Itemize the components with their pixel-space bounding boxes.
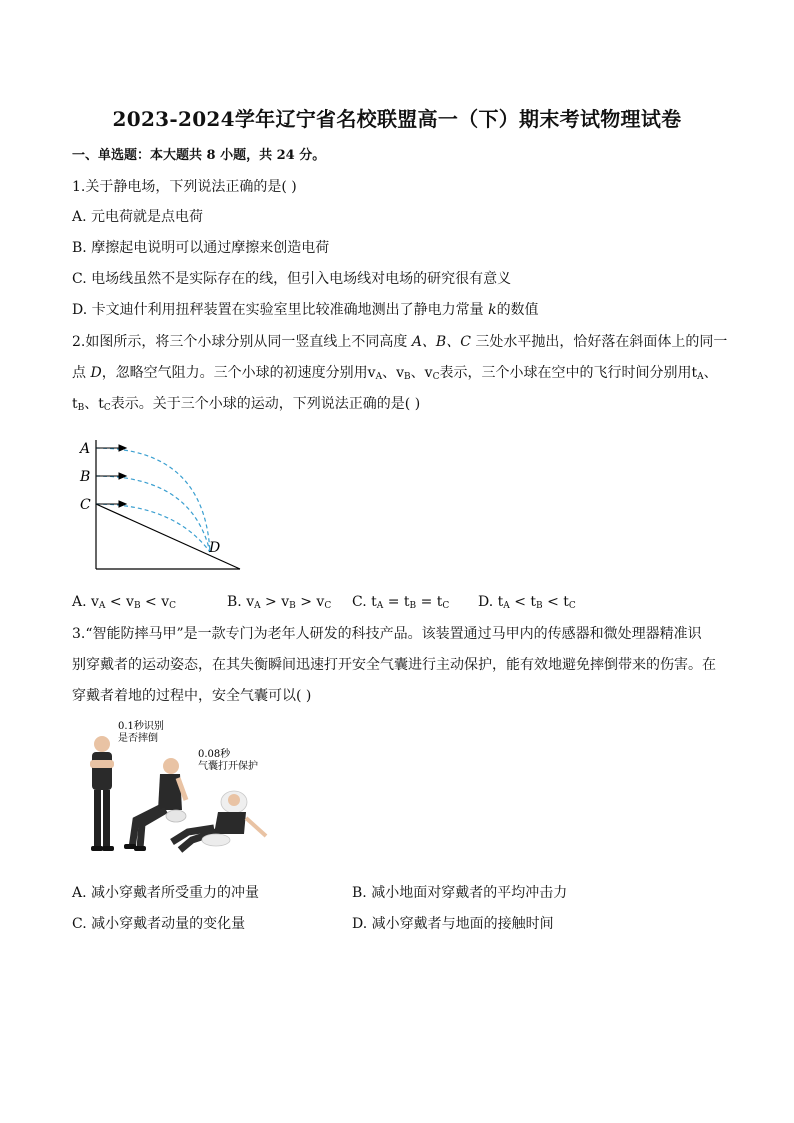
q2-option-a: A. $v_A < v_B < v_C$ — [72, 594, 177, 611]
q2-stem-line2: 点 D，忽略空气阻力。三个小球的初速度分别用$v_A$、$v_B$、$v_C$表示，三个小球在空中的飞行时间分别用$t_A$、 — [72, 365, 718, 382]
q1-stem: 1.关于静电场，下列说法正确的是( ) — [72, 179, 297, 195]
trajectory-b — [96, 476, 210, 552]
q3-option-d: D. 减小穿戴者与地面的接触时间 — [352, 916, 554, 932]
section-heading: 一、单选题：本大题共 8 小题，共 24 分。 — [72, 148, 326, 163]
q1-option-c: C. 电场线虽然不是实际存在的线，但引入电场线对电场的研究很有意义 — [72, 271, 512, 287]
fig-caption-1b: 是否摔倒 — [118, 733, 158, 744]
airbag-vest-figure — [76, 716, 282, 858]
q3-stem-line2: 别穿戴者的运动姿态，在其失衡瞬间迅速打开安全气囊进行主动保护，能有效地避免摔倒带来的伤害。在 — [72, 657, 716, 673]
slope-line — [96, 504, 240, 569]
q3-stem-line1: 3.“智能防摔马甲”是一款专门为老年人研发的科技产品。该装置通过马甲内的传感器和微处理器精准识 — [72, 626, 702, 642]
q3-option-a: A. 减小穿戴者所受重力的冲量 — [72, 885, 260, 901]
q1-option-d: D. 卡文迪什利用扭秤装置在实验室里比较准确地测出了静电力常量 k的数值 — [72, 302, 539, 318]
fig-caption-2b: 气囊打开保护 — [198, 761, 258, 772]
q2-option-b: B. $v_A > v_B > v_C$ — [227, 594, 332, 611]
q3-option-c: C. 减小穿戴者动量的变化量 — [72, 916, 246, 932]
label-d: D — [209, 540, 221, 556]
q3-stem-line3: 穿戴者着地的过程中，安全气囊可以( ) — [72, 688, 312, 704]
q2-option-d: D. $t_A < t_B < t_C$ — [478, 594, 576, 611]
q2-stem-line3: $t_B$、$t_C$表示。关于三个小球的运动，下列说法正确的是( ) — [72, 396, 421, 413]
q2-stem-line1: 2.如图所示，将三个小球分别从同一竖直线上不同高度 A、B、C 三处水平抛出，恰好落在斜面体上的同一 — [72, 334, 728, 350]
projectile-figure — [74, 432, 246, 574]
fig-caption-1a: 0.1秒识别 — [118, 721, 164, 732]
q1-option-a: A. 元电荷就是点电荷 — [72, 209, 204, 225]
standing-person — [90, 736, 114, 851]
label-b: B — [80, 469, 91, 485]
trajectory-a — [96, 448, 210, 552]
q3-option-b: B. 减小地面对穿戴者的平均冲击力 — [352, 885, 568, 901]
q2-option-c: C. $t_A = t_B = t_C$ — [352, 594, 450, 611]
label-a: A — [80, 441, 91, 457]
label-c: C — [80, 497, 91, 513]
q1-option-b: B. 摩擦起电说明可以通过摩擦来创造电荷 — [72, 240, 330, 256]
exam-title: 2023-2024学年辽宁省名校联盟高一（下）期末考试物理试卷 — [112, 107, 682, 131]
fig-caption-2a: 0.08秒 — [198, 749, 231, 760]
